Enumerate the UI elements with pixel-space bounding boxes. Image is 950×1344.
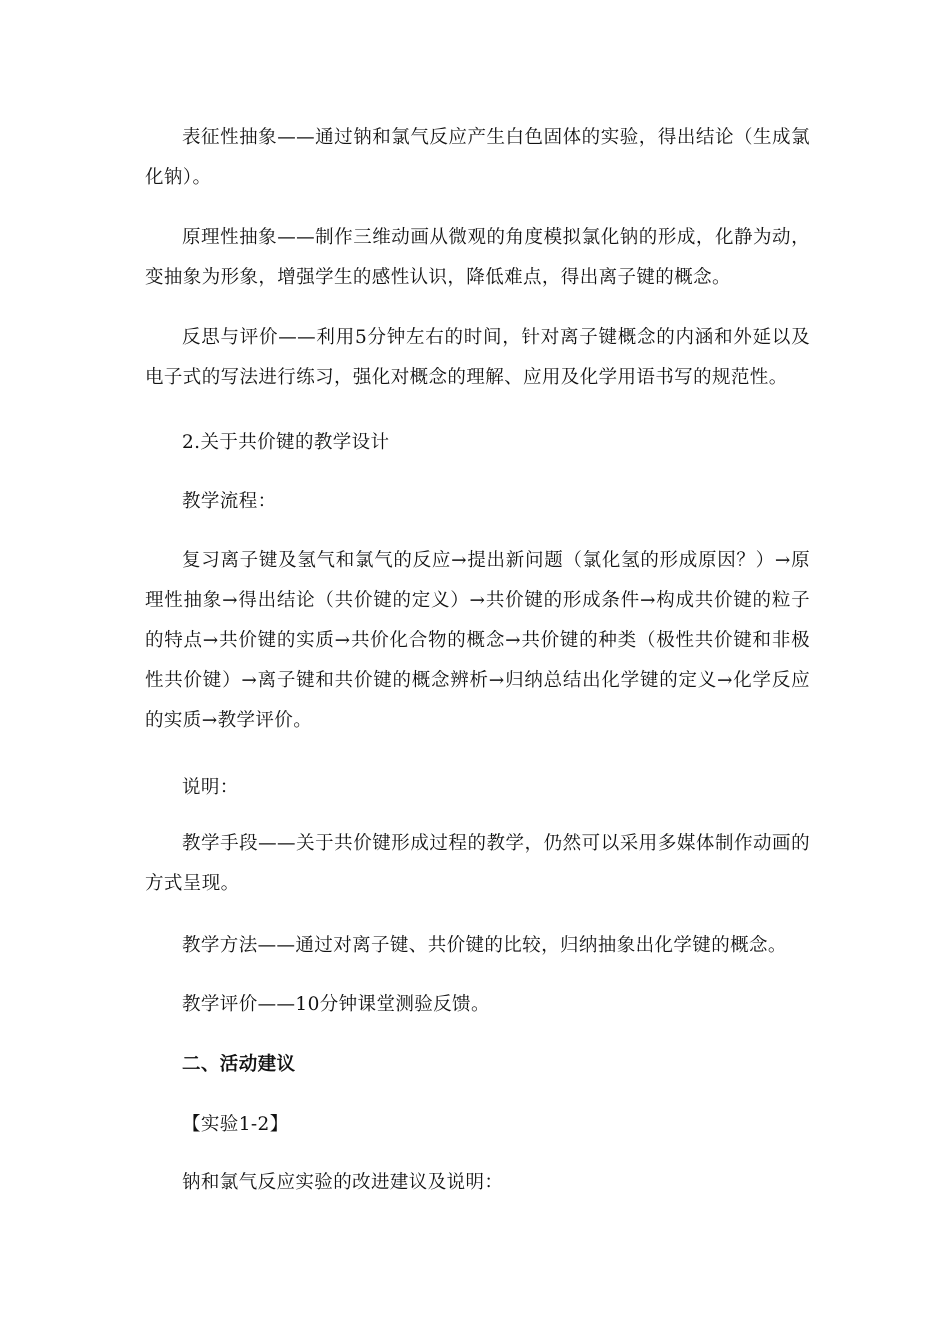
label-notes: 说明：: [182, 777, 239, 798]
section-heading-activity-suggestions: 二、活动建议: [182, 1054, 296, 1075]
label-teaching-process: 教学流程：: [182, 491, 277, 512]
paragraph-teaching-evaluation: 教学评价——10分钟课堂测验反馈。: [182, 994, 490, 1015]
section-heading-covalent-bond-design: 2.关于共价键的教学设计: [182, 432, 390, 453]
paragraph-teaching-means: 教学手段——关于共价键形成过程的教学，仍然可以采用多媒体制作动画的方式呈现。: [145, 833, 810, 894]
paragraph-teaching-method: 教学方法——通过对离子键、共价键的比较，归纳抽象出化学键的概念。: [182, 935, 787, 956]
paragraph-teaching-process: 复习离子键及氢气和氯气的反应→提出新问题（氯化氢的形成原因？）→原理性抽象→得出结论（共价键的定义）→共价键的形成条件→构成共价键的粒子的特点→共价键的实质→共价化合物的概念→共价键的种类（极性共价键和非极性共价键）→离子键和共价键的概念辨析→归纳总结出化学键的定义→化学反应的实质→教学评价。: [145, 550, 810, 731]
paragraph-reflection-evaluation: 反思与评价——利用5分钟左右的时间，针对离子键概念的内涵和外延以及电子式的写法进行练习，强化对概念的理解、应用及化学用语书写的规范性。: [145, 327, 810, 388]
label-experiment-1-2: 【实验1-2】: [182, 1114, 289, 1135]
paragraph-principle-abstraction: 原理性抽象——制作三维动画从微观的角度模拟氯化钠的形成，化静为动，变抽象为形象，增强学生的感性认识，降低难点，得出离子键的概念。: [145, 227, 810, 288]
paragraph-experiment-improvement: 钠和氯气反应实验的改进建议及说明：: [182, 1172, 504, 1193]
paragraph-representational-abstraction: 表征性抽象——通过钠和氯气反应产生白色固体的实验，得出结论（生成氯化钠）。: [145, 127, 810, 188]
